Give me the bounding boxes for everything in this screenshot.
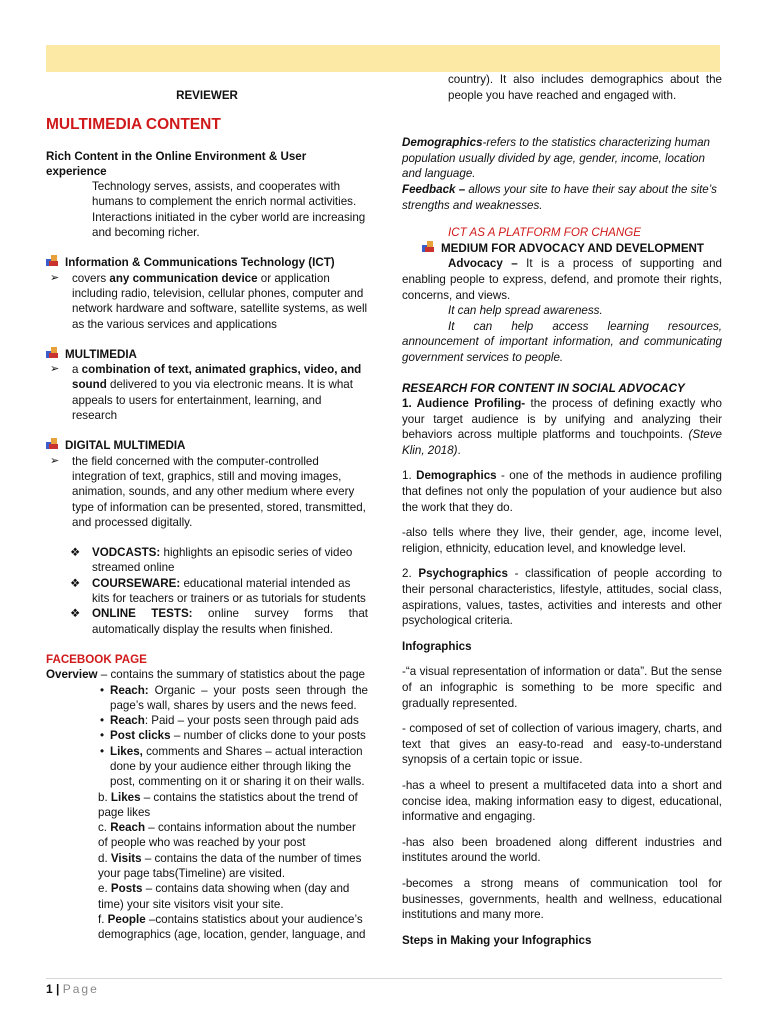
multimedia-heading: MULTIMEDIA	[46, 347, 368, 362]
infographics-paragraph: -“a visual representation of information or data”. But the sense of an infographic is something to be more specific and gradually represented.	[402, 665, 722, 710]
list-item: c. Reach – contains information about the number of people who was reached by your post	[98, 821, 356, 850]
rich-content-text: Technology serves, assists, and cooperates with humans to complement the enrich normal activities. Interactions initiated in the cyber world are increasing and becoming richer.	[92, 180, 366, 240]
continued-text: country). It also includes demographics about the people you have reached and engaged with.	[448, 73, 722, 102]
list-item: • Post clicks – number of clicks done to your posts	[100, 729, 366, 743]
feedback-definition: Feedback – allows your site to have their say about the site’s strengths and weaknesses.	[402, 182, 717, 212]
diamond-bullet-icon: ❖	[70, 546, 81, 560]
list-item: d. Visits – contains the data of the number of times your page tabs(Timeline) are visited.	[98, 851, 362, 881]
page-number: 1	[46, 982, 53, 996]
footer-divider	[46, 978, 722, 979]
list-item: ➢ the field concerned with the computer-controlled integration of text, graphics, still and moving images, animation, sounds, and any other medium where every type of information can be presented, stored, transmitted, and processed digitally.	[50, 454, 366, 529]
list-item: e. Posts – contains data showing when (day and time) your site visitors visit your site.	[98, 882, 350, 911]
right-column	[402, 72, 722, 948]
advocacy-point: It can help spread awareness.	[448, 304, 603, 318]
list-item: ➢ covers any communication device or application including radio, television, cellular phones, computer and network hardware and software, satellite systems, as well as the various services and applications	[50, 271, 368, 331]
infographics-paragraph: -has also been broadened along different industries and institutes around the world.	[402, 835, 722, 865]
audience-profiling: 1. Audience Profiling- the process of defining exactly who your target audience is by unifying and analyzing their behaviors across multiple platforms and touchpoints. (Steve Klin, 2018).	[402, 397, 722, 457]
list-item: • Reach: Paid – your posts seen through paid ads	[100, 714, 359, 728]
infographics-paragraph: -has a wheel to present a multifaceted data into a short and concise idea, making information easy to digest, educational, informative and engaging.	[402, 778, 722, 824]
list-item: f. People –contains statistics about your audience’s demographics (age, location, gender, language, and	[98, 912, 366, 942]
demographics-definition: Demographics-refers to the statistics characterizing human population usually divided by age, gender, income, location and language.	[402, 136, 711, 181]
left-column	[46, 78, 368, 943]
list-item: ❖ COURSEWARE: educational material intended as kits for teachers or trainers or as tutorials for students	[70, 576, 366, 606]
psychographics-method: 2. Psychographics - classification of people according to their personal characteristics, lifestyle, attitudes, social class, aspirations, values, tastes, activities and interests and other psychological criteria.	[402, 567, 723, 628]
ict-heading: Information & Communications Technology (ICT)	[46, 255, 368, 270]
ict-change-heading: ICT AS A PLATFORM FOR CHANGE	[448, 226, 642, 240]
steps-heading: Steps in Making your Infographics	[402, 933, 592, 947]
diamond-bullet-icon: ❖	[70, 607, 81, 621]
list-item: • Reach: Organic – your posts seen through the page’s wall, shares by users and the news feed.	[100, 683, 368, 712]
overview-line: Overview – contains the summary of statistics about the page	[46, 668, 366, 682]
list-item: ❖ ONLINE TESTS: online survey forms that automatically display the results when finished.	[70, 607, 368, 636]
list-item: ❖ VODCASTS: highlights an episodic series of video streamed online	[70, 546, 353, 575]
page-label: Page	[62, 982, 99, 996]
list-item: ➢ a combination of text, animated graphics, video, and sound delivered to you via electronic means. It is what appeals to users for entertainment, learning, and research	[50, 363, 362, 423]
facebook-page-heading: FACEBOOK PAGE	[46, 652, 147, 666]
footer-separator: |	[56, 982, 60, 996]
advocacy-definition: Advocacy – It is a process of supporting and enabling people to express, defend, and promote their rights, concerns, and views.	[402, 257, 722, 302]
diamond-bullet-icon: ❖	[70, 576, 81, 590]
section-title: MULTIMEDIA CONTENT	[46, 116, 221, 134]
list-item: • Likes, comments and Shares – actual interaction done by your audience either through liking the post, commenting on it or sharing it on their walls.	[100, 744, 365, 789]
demographics-also: -also tells where they live, their gender, age, income level, religion, ethnicity, education level, and knowledge level.	[402, 526, 722, 555]
page-footer	[46, 982, 99, 996]
bullet-flag-icon	[46, 347, 60, 359]
bullet-flag-icon	[422, 241, 436, 253]
infographics-paragraph: - composed of set of collection of various imagery, charts, and text that gives an easy-to-read and easy-to-understand synopsis of a certain topic or issue.	[402, 722, 722, 767]
bullet-flag-icon	[46, 438, 60, 450]
arrow-bullet-icon: ➢	[50, 271, 60, 284]
bullet-flag-icon	[46, 255, 60, 267]
digital-multimedia-heading: DIGITAL MULTIMEDIA	[46, 438, 368, 453]
demographics-method: 1. Demographics - one of the methods in audience profiling that defines not only the population of your audience but also the work that they do.	[402, 469, 722, 514]
header-banner	[46, 45, 720, 72]
arrow-bullet-icon: ➢	[50, 363, 60, 376]
document-title: REVIEWER	[176, 89, 238, 102]
infographics-heading: Infographics	[402, 639, 472, 653]
research-heading: RESEARCH FOR CONTENT IN SOCIAL ADVOCACY	[402, 381, 685, 395]
medium-heading: MEDIUM FOR ADVOCACY AND DEVELOPMENT	[402, 241, 722, 257]
infographics-paragraph: -becomes a strong means of communication tool for businesses, governments, health and wellness, educational institutions and many more.	[402, 876, 722, 922]
rich-content-heading: Rich Content in the Online Environment & User experience	[46, 149, 307, 178]
list-item: b. Likes – contains the statistics about the trend of page likes	[98, 790, 358, 819]
advocacy-point: It can help access learning resources, announcement of important information, and communicating government services to people.	[402, 319, 722, 364]
arrow-bullet-icon: ➢	[50, 454, 60, 467]
